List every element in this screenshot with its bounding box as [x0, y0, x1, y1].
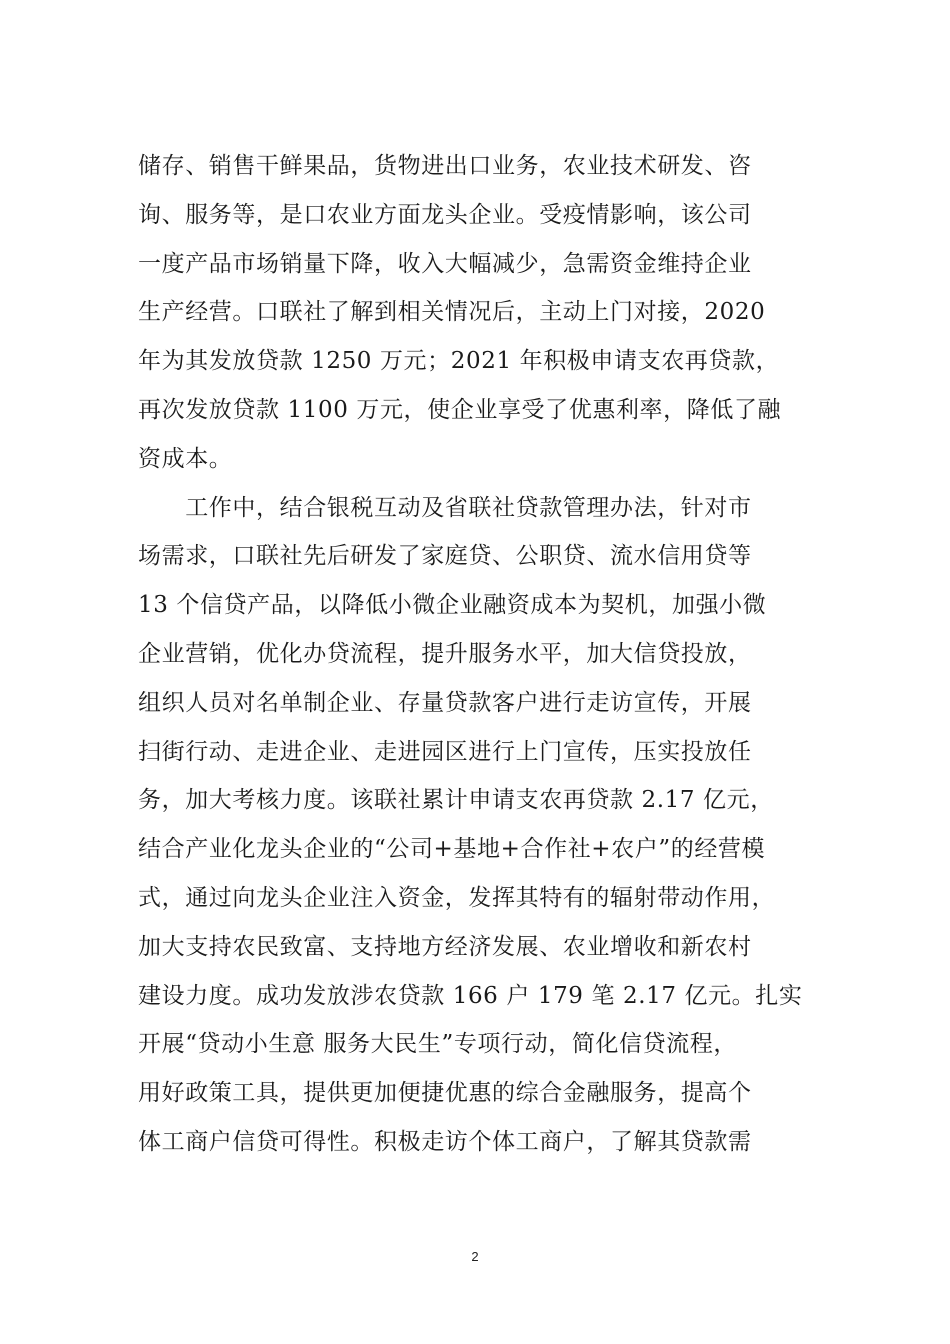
text-line: 体工商户信贷可得性。积极走访个体工商户，了解其贷款需: [138, 1128, 752, 1155]
text-line: 询、服务等，是口农业方面龙头企业。受疫情影响，该公司: [138, 201, 752, 228]
text-line: 企业营销，优化办贷流程，提升服务水平，加大信贷投放，: [138, 640, 752, 667]
text-line: 资成本。: [138, 445, 233, 472]
text-line: 务，加大考核力度。该联社累计申请支农再贷款 2.17 亿元，: [138, 787, 774, 814]
text-line: 加大支持农民致富、支持地方经济发展、农业增收和新农村: [138, 933, 752, 960]
body-text: [138, 142, 818, 1167]
text-line: 结合产业化龙头企业的“公司+基地+合作社+农户”的经营模: [138, 836, 766, 863]
text-line: 式，通过向龙头企业注入资金，发挥其特有的辐射带动作用，: [138, 884, 776, 911]
text-line: 13 个信贷产品，以降低小微企业融资成本为契机，加强小微: [138, 592, 767, 619]
text-line: 生产经营。口联社了解到相关情况后，主动上门对接，2020: [138, 299, 766, 326]
text-line: 用好政策工具，提供更加便捷优惠的综合金融服务，提高个: [138, 1080, 752, 1107]
text-line: 场需求，口联社先后研发了家庭贷、公职贷、流水信用贷等: [138, 543, 752, 570]
text-line: 扫街行动、走进企业、走进园区进行上门宣传，压实投放任: [138, 738, 752, 765]
page-number: 2: [471, 1249, 479, 1264]
text-line: 工作中，结合银税互动及省联社贷款管理办法，针对市: [138, 494, 752, 521]
text-line: 开展“贷动小生意 服务大民生”专项行动，简化信贷流程，: [138, 1031, 738, 1058]
text-line: 组织人员对名单制企业、存量贷款客户进行走访宣传，开展: [138, 689, 752, 716]
text-line: 一度产品市场销量下降，收入大幅减少，急需资金维持企业: [138, 250, 752, 277]
text-line: 再次发放贷款 1100 万元，使企业享受了优惠利率，降低了融: [138, 396, 782, 423]
text-line: 建设力度。成功发放涉农贷款 166 户 179 笔 2.17 亿元。扎实: [138, 982, 803, 1009]
text-line: 年为其发放贷款 1250 万元；2021 年积极申请支农再贷款，: [138, 348, 780, 375]
text-line: 储存、销售干鲜果品，货物进出口业务，农业技术研发、咨: [138, 153, 752, 179]
